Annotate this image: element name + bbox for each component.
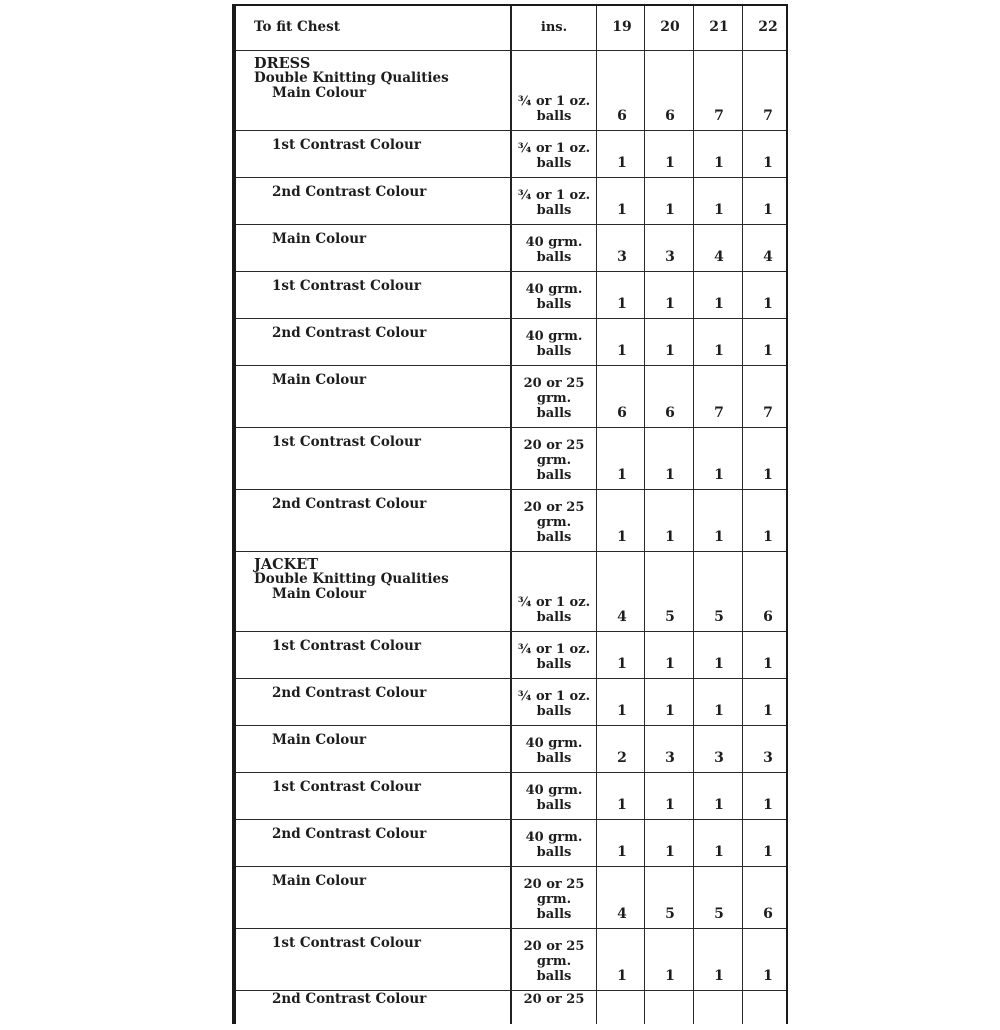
jacket-row bbox=[236, 819, 786, 866]
header-row bbox=[236, 6, 786, 50]
unit-cell: 40 grm. balls bbox=[525, 329, 583, 359]
size-19-value: 1 bbox=[617, 844, 627, 860]
yarn-requirements-table bbox=[232, 4, 788, 1024]
jacket-row bbox=[236, 551, 786, 631]
size-19-value: 3 bbox=[617, 249, 627, 265]
row-label: Main Colour bbox=[272, 372, 367, 388]
row-label: 2nd Contrast Colour bbox=[272, 496, 427, 512]
row-label: 1st Contrast Colour bbox=[272, 137, 421, 153]
size-19-value: 2 bbox=[617, 750, 627, 766]
size-19-value: 1 bbox=[617, 343, 627, 359]
size-20-value: 3 bbox=[665, 750, 675, 766]
size-19-value: 1 bbox=[617, 529, 627, 545]
unit-cell: ¾ or 1 oz. balls bbox=[517, 94, 591, 124]
size-22-value: 1 bbox=[763, 202, 773, 218]
size-22-value: 1 bbox=[763, 529, 773, 545]
jacket-row bbox=[236, 772, 786, 819]
size-21-value: 1 bbox=[714, 656, 724, 672]
size-20-value: 1 bbox=[665, 968, 675, 984]
unit-cell: 40 grm. balls bbox=[525, 282, 583, 312]
header-size-19: 19 bbox=[612, 19, 632, 35]
size-21-value: 1 bbox=[714, 844, 724, 860]
size-20-value: 5 bbox=[665, 609, 675, 625]
dress-row bbox=[236, 318, 786, 365]
row-label: 2nd Contrast Colour bbox=[272, 826, 427, 842]
row-label: Main Colour bbox=[272, 85, 367, 101]
size-22-value: 4 bbox=[763, 249, 773, 265]
row-label: 2nd Contrast Colour bbox=[272, 991, 427, 1007]
size-21-value: 7 bbox=[714, 108, 724, 124]
size-22-value: 6 bbox=[763, 609, 773, 625]
size-19-value: 1 bbox=[617, 467, 627, 483]
size-22-value: 1 bbox=[763, 703, 773, 719]
dress-row bbox=[236, 177, 786, 224]
size-22-value: 1 bbox=[763, 467, 773, 483]
size-21-value: 1 bbox=[714, 155, 724, 171]
unit-cell: 40 grm. balls bbox=[525, 736, 583, 766]
size-20-value: 1 bbox=[665, 343, 675, 359]
size-22-value: 1 bbox=[763, 296, 773, 312]
size-22-value: 3 bbox=[763, 750, 773, 766]
unit-cell: ¾ or 1 oz. balls bbox=[517, 188, 591, 218]
size-20-value: 1 bbox=[665, 703, 675, 719]
row-label: 1st Contrast Colour bbox=[272, 638, 421, 654]
jacket-row bbox=[236, 866, 786, 928]
size-20-value: 1 bbox=[665, 656, 675, 672]
size-20-value: 1 bbox=[665, 529, 675, 545]
jacket-row bbox=[236, 928, 786, 990]
size-21-value: 1 bbox=[714, 529, 724, 545]
dress-row bbox=[236, 271, 786, 318]
size-22-value: 7 bbox=[763, 405, 773, 421]
header-label: To fit Chest bbox=[254, 19, 340, 35]
dress-row bbox=[236, 427, 786, 489]
jacket-row bbox=[236, 725, 786, 772]
size-20-value: 1 bbox=[665, 467, 675, 483]
size-19-value: 1 bbox=[617, 155, 627, 171]
size-19-value: 1 bbox=[617, 656, 627, 672]
size-21-value: 1 bbox=[714, 797, 724, 813]
unit-cell: 20 or 25 grm. balls bbox=[523, 376, 585, 421]
size-20-value: 6 bbox=[665, 108, 675, 124]
size-22-value: 1 bbox=[763, 343, 773, 359]
size-21-value: 1 bbox=[714, 296, 724, 312]
size-19-value: 1 bbox=[617, 202, 627, 218]
size-19-value: 1 bbox=[617, 296, 627, 312]
row-label: 1st Contrast Colour bbox=[272, 434, 421, 450]
dress-row bbox=[236, 224, 786, 271]
size-22-value: 1 bbox=[763, 155, 773, 171]
dress-row bbox=[236, 130, 786, 177]
dress-row bbox=[236, 489, 786, 551]
unit-cell: ¾ or 1 oz. balls bbox=[517, 642, 591, 672]
size-20-value: 1 bbox=[665, 844, 675, 860]
unit-cell: ¾ or 1 oz. balls bbox=[517, 689, 591, 719]
row-label: 2nd Contrast Colour bbox=[272, 685, 427, 701]
size-19-value: 6 bbox=[617, 405, 627, 421]
unit-cell: ¾ or 1 oz. balls bbox=[517, 595, 591, 625]
size-22-value: 1 bbox=[763, 656, 773, 672]
jacket-row bbox=[236, 678, 786, 725]
size-21-value: 1 bbox=[714, 202, 724, 218]
size-19-value: 1 bbox=[617, 968, 627, 984]
jacket-subtitle: Double Knitting Qualities bbox=[254, 571, 449, 587]
size-21-value: 3 bbox=[714, 750, 724, 766]
cutoff-row bbox=[236, 990, 786, 1030]
unit-cell: 20 or 25 grm. balls bbox=[523, 939, 585, 984]
size-22-value: 1 bbox=[763, 968, 773, 984]
unit-cell: 20 or 25 grm. balls bbox=[523, 500, 585, 545]
row-label: Main Colour bbox=[272, 732, 367, 748]
header-size-21: 21 bbox=[709, 19, 729, 35]
unit-cell: 40 grm. balls bbox=[525, 830, 583, 860]
size-20-value: 1 bbox=[665, 202, 675, 218]
size-21-value: 5 bbox=[714, 609, 724, 625]
size-22-value: 1 bbox=[763, 797, 773, 813]
size-21-value: 1 bbox=[714, 467, 724, 483]
unit-cell: 40 grm. balls bbox=[525, 783, 583, 813]
header-size-22: 22 bbox=[758, 19, 778, 35]
size-21-value: 1 bbox=[714, 343, 724, 359]
size-20-value: 1 bbox=[665, 296, 675, 312]
size-20-value: 5 bbox=[665, 906, 675, 922]
size-22-value: 7 bbox=[763, 108, 773, 124]
size-19-value: 1 bbox=[617, 703, 627, 719]
size-20-value: 3 bbox=[665, 249, 675, 265]
row-label: 1st Contrast Colour bbox=[272, 935, 421, 951]
size-19-value: 1 bbox=[617, 797, 627, 813]
unit-cell: 20 or 25 grm. balls bbox=[523, 438, 585, 483]
dress-row bbox=[236, 50, 786, 130]
size-22-value: 1 bbox=[763, 844, 773, 860]
row-label: Main Colour bbox=[272, 231, 367, 247]
size-20-value: 1 bbox=[665, 155, 675, 171]
unit-cell: 20 or 25 grm. balls bbox=[523, 877, 585, 922]
size-19-value: 4 bbox=[617, 906, 627, 922]
unit-cell: ¾ or 1 oz. balls bbox=[517, 141, 591, 171]
size-20-value: 6 bbox=[665, 405, 675, 421]
row-label: 1st Contrast Colour bbox=[272, 779, 421, 795]
unit-cell: 40 grm. balls bbox=[525, 235, 583, 265]
size-21-value: 5 bbox=[714, 906, 724, 922]
unit-cell: 20 or 25 bbox=[523, 992, 585, 1007]
size-21-value: 4 bbox=[714, 249, 724, 265]
size-22-value: 6 bbox=[763, 906, 773, 922]
dress-subtitle: Double Knitting Qualities bbox=[254, 70, 449, 86]
size-20-value: 1 bbox=[665, 797, 675, 813]
jacket-row bbox=[236, 631, 786, 678]
size-19-value: 6 bbox=[617, 108, 627, 124]
row-label: Main Colour bbox=[272, 873, 367, 889]
header-unit: ins. bbox=[540, 20, 568, 35]
size-19-value: 4 bbox=[617, 609, 627, 625]
dress-row bbox=[236, 365, 786, 427]
size-21-value: 7 bbox=[714, 405, 724, 421]
row-label: 2nd Contrast Colour bbox=[272, 184, 427, 200]
size-21-value: 1 bbox=[714, 968, 724, 984]
row-label: Main Colour bbox=[272, 586, 367, 602]
dress-section-title: DRESS bbox=[254, 55, 311, 72]
row-label: 1st Contrast Colour bbox=[272, 278, 421, 294]
jacket-section-title: JACKET bbox=[254, 556, 319, 573]
size-21-value: 1 bbox=[714, 703, 724, 719]
row-label: 2nd Contrast Colour bbox=[272, 325, 427, 341]
header-size-20: 20 bbox=[660, 19, 680, 35]
